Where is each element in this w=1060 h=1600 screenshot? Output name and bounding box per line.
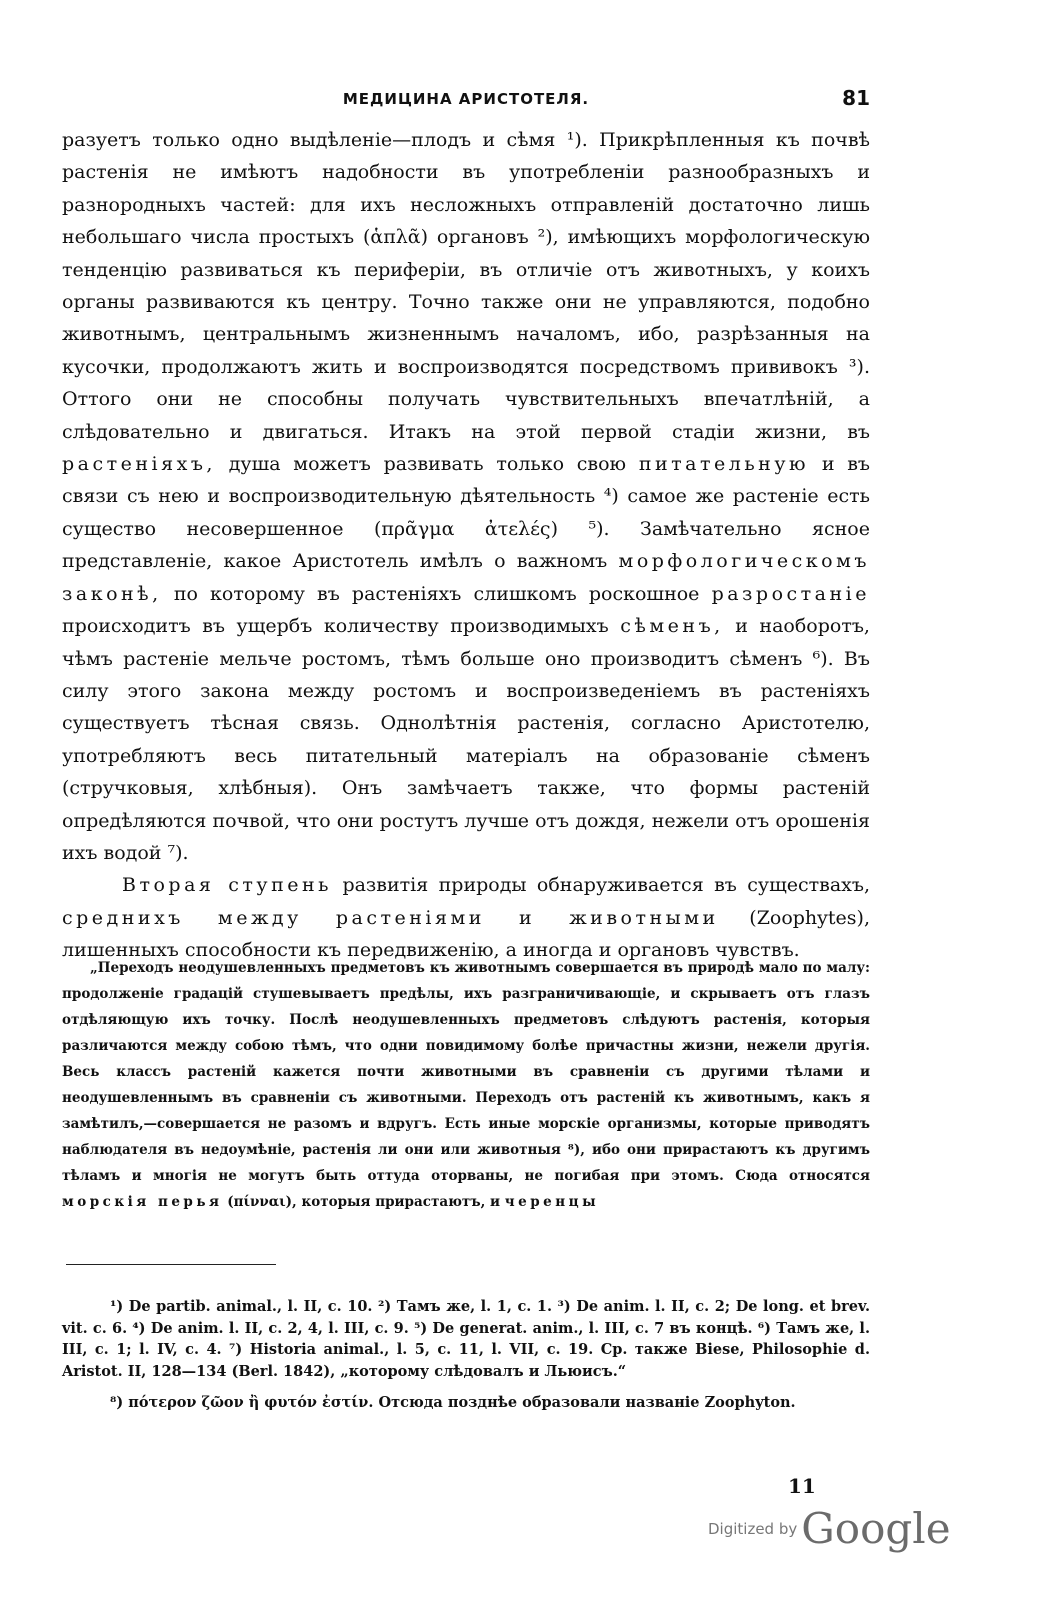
footnotes	[62, 1296, 870, 1414]
paragraph-1	[62, 124, 870, 869]
text-run: (πίνναι), которыя прирастаютъ, и	[227, 1194, 501, 1210]
spaced-term: Вторая ступень	[122, 874, 333, 897]
text-run: (Zoophytes), лишенныхъ способности къ передвиженію, а иногда и органовъ чувствъ.	[62, 906, 870, 962]
running-title: МЕДИЦИНА АРИСТОТЕЛЯ.	[342, 90, 590, 108]
page-number: 81	[842, 86, 870, 110]
digitized-by-watermark	[708, 1500, 951, 1553]
text-run: и наоборотъ, чѣмъ растеніе мельче ростомъ, тѣмъ больше оно производитъ сѣменъ ⁶). Въ силу этого закона между ростомъ и воспроизведеніемъ въ растеніяхъ существуетъ тѣсная связь. Однолѣтнія растенія, согласно Аристотелю, употребляютъ весь питательный матеріалъ на образованіе сѣменъ (стручковыя, хлѣбныя). Онъ замѣчаетъ также, что формы растеній опредѣляются почвой, что они ростутъ лучше отъ дождя, нежели отъ орошенія ихъ водой ⁷).	[62, 615, 870, 864]
spaced-term: питательную	[638, 453, 810, 476]
google-logo: Google	[801, 1504, 951, 1553]
text-run: душа можетъ развивать только свою	[228, 453, 627, 476]
text-run: происходитъ въ ущербъ количеству производимыхъ	[62, 615, 609, 638]
paragraph-2	[62, 869, 870, 966]
text-run: по которому въ растеніяхъ слишкомъ роскошное	[173, 582, 700, 605]
spaced-term: черенцы	[504, 1194, 600, 1210]
digitized-by-label: Digitized by	[708, 1520, 798, 1538]
footnote-8: ⁸) πότερον ζῶον ἢ φυτόν ἐστίν. Отсюда позднѣе образовали названіе Zoophyton.	[110, 1394, 796, 1411]
printer-signature-mark: 11	[788, 1474, 816, 1498]
text-run: „Переходъ неодушевленныхъ предметовъ къ животнымъ совершается въ природѣ мало по малу: продолженіе градацій стушевываетъ предѣлы, ихъ разграничивающіе, и скрываетъ отъ глазъ отдѣляющую ихъ точку. Послѣ неодушевленныхъ предметовъ слѣдуютъ растенія, которыя различаются между собою тѣмъ, что одни повидимому болѣе причастны жизни, нежели другія. Весь классъ растеній кажется почти животными въ сравненіи съ другими тѣлами и неодушевленнымъ въ сравненіи съ животными. Переходъ отъ растеній къ животнымъ, какъ я замѣтилъ,—совершается не разомъ и вдругъ. Есть иные морскіе организмы, которые приводятъ наблюдателя въ недоумѣніе, растенія ли они или животныя ⁸), ибо они прирастаютъ къ другимъ тѣламъ и многія не могутъ быть оттуда оторваны, не погибая при этомъ. Сюда относятся	[62, 960, 870, 1184]
text-run: разуетъ только одно выдѣленіе—плодъ и сѣмя ¹). Прикрѣпленныя къ почвѣ растенія не имѣютъ надобности въ употребленіи разнообразныхъ и разнородныхъ частей: для ихъ несложныхъ отправленій достаточно лишь небольшаго числа простыхъ (ἁπλᾶ) органовъ ²), имѣющихъ морфологическую тенденцію развиваться къ периферіи, въ отличіе отъ животныхъ, у коихъ органы развиваются къ центру. Точно также они не управляются, подобно животнымъ, центральнымъ жизненнымъ началомъ, ибо, разрѣзанныя на кусочки, продолжаютъ жить и воспроизводятся посредствомъ прививокъ ³). Оттого они не способны получать чувствительныхъ впечатлѣній, а слѣдовательно и двигаться. Итакъ на этой первой стадіи жизни, въ	[62, 129, 870, 443]
spaced-term: морфологическомъ законѣ,	[62, 550, 870, 605]
text-run: и въ связи съ нею и воспроизводительную дѣятельность ⁴) самое же растеніе есть существо несовершенное (πρᾶγμα ἀτελές) ⁵). Замѣчательно ясное представленіе, какое Аристотель имѣлъ о важномъ	[62, 453, 870, 573]
footnote-1-7: ¹) De partib. animal., l. II, c. 10. ²) Тамъ же, l. 1, c. 1. ³) De anim. l. II, c. 2; De long. et brev. vit. c. 6. ⁴) De anim. l. II, c. 2, 4, l. III, c. 9. ⁵) De generat. anim., l. III, c. 7 въ концѣ. ⁶) Тамъ же, l. III, c. 1; l. IV, c. 4. ⁷) Historia animal., l. 5, c. 11, l. VII, c. 19. Ср. также Biese, Philosophie d. Aristot. II, 128—134 (Berl. 1842), „которому слѣдовалъ и Льюисъ.“	[62, 1298, 870, 1380]
page-header	[62, 86, 870, 116]
spaced-term: морскія перья	[62, 1194, 223, 1210]
spaced-term: среднихъ между растеніями и животными	[62, 906, 719, 929]
body-text	[62, 124, 870, 967]
quotation-block	[62, 955, 870, 1215]
spaced-term: сѣменъ,	[620, 615, 724, 638]
quotation-paragraph	[62, 955, 870, 1215]
spaced-term: разростаніе	[711, 582, 870, 605]
spaced-term: растеніяхъ,	[62, 453, 216, 476]
text-run: развитія природы обнаруживается въ существахъ,	[342, 874, 870, 897]
footnote-divider	[66, 1264, 276, 1265]
